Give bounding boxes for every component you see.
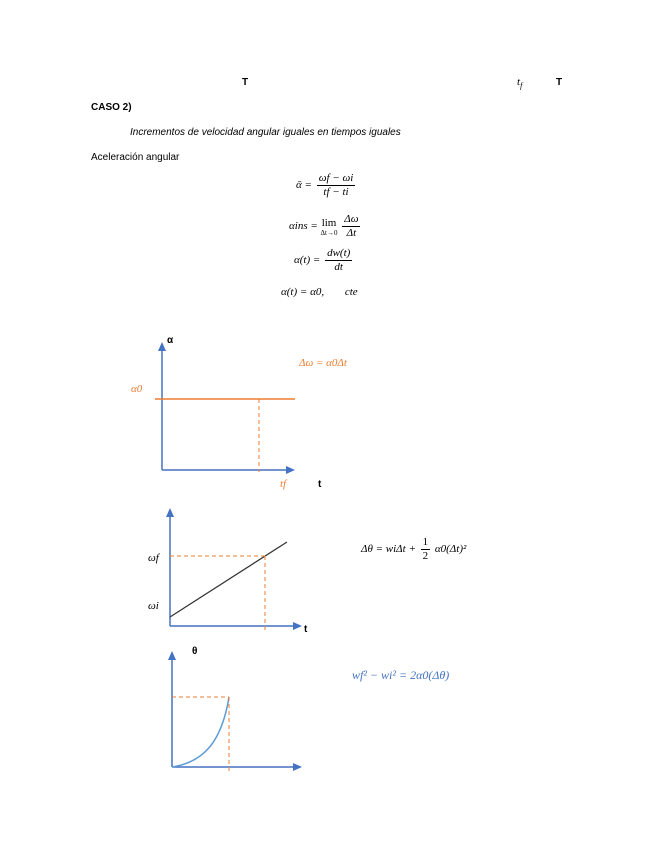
graph1-y-label: α	[167, 335, 174, 346]
graph3-theta-curve	[172, 697, 229, 767]
header-t-left: T	[242, 77, 249, 88]
constant-eq: α(t) = α0, cte	[281, 286, 358, 298]
section-subtitle: Incrementos de velocidad angular iguales en tiempos iguales	[130, 127, 401, 138]
graph2-equation: Δθ = wiΔt + $\frac{1}{2}$ α0(Δt)²	[361, 536, 467, 562]
graph3-y-label: θ	[192, 646, 198, 657]
graph1-axes	[158, 342, 295, 474]
avg-acceleration-eq: ᾱ = $\frac{\omega f - \omega i}{tf - ti}$	[296, 172, 354, 198]
graph2-wi-label: ωi	[148, 600, 159, 612]
graph1-x-label: t	[318, 479, 322, 490]
graph3-equation: wf² − wi² = 2α0(Δθ)	[352, 668, 450, 682]
graph2-wf-label: ωf	[148, 552, 159, 564]
graph3-axes	[168, 651, 302, 771]
header-tf: $t_f$	[517, 76, 523, 91]
graph1-tf-label: tf	[280, 478, 287, 490]
graph2-omega-line	[170, 542, 287, 617]
graph2-axes	[166, 508, 302, 630]
header-t-right: T	[556, 77, 563, 88]
section-label: Aceleración angular	[91, 152, 180, 163]
section-title: CASO 2)	[91, 102, 132, 113]
graph2-x-label: t	[304, 624, 308, 635]
derivative-eq: α(t) = $\frac{dw(t)}{dt}$	[294, 247, 351, 273]
graph1-annotation: Δω = α0Δt	[299, 357, 347, 369]
graph1-alpha0-label: α0	[131, 383, 143, 395]
inst-acceleration-eq: αins = lim Δt→0 $\frac{\Delta\omega}{\Delta t}$	[289, 213, 359, 239]
